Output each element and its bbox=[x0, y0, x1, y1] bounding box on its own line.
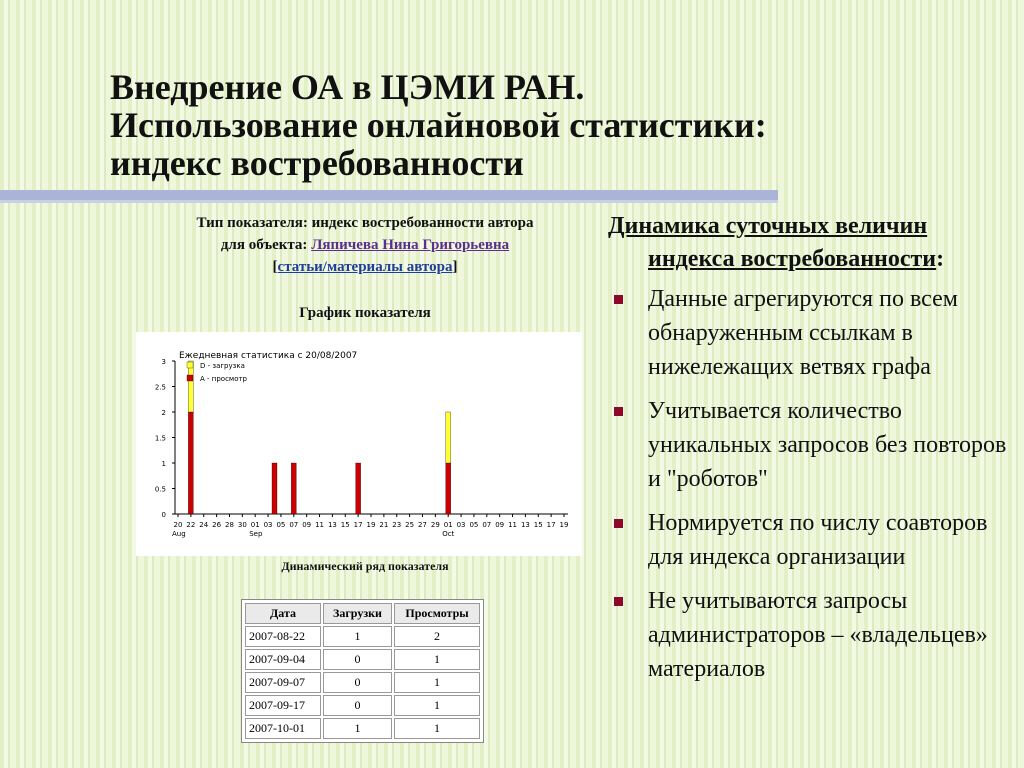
chart-panel bbox=[136, 332, 582, 556]
cell-views: 1 bbox=[394, 695, 480, 716]
bullet-square-icon bbox=[614, 519, 623, 528]
table-row bbox=[245, 718, 480, 739]
x-tick-label: 09 bbox=[495, 521, 505, 529]
header-date: Дата bbox=[245, 603, 321, 624]
stats-table-frame bbox=[241, 599, 484, 743]
x-tick-label: 27 bbox=[418, 521, 427, 529]
legend-label: D - загрузка bbox=[200, 362, 245, 370]
bar-segment bbox=[272, 463, 277, 514]
materials-link[interactable]: статьи/материалы автора bbox=[277, 259, 453, 275]
header-downloads: Загрузки bbox=[323, 603, 392, 624]
y-tick-label: 2 bbox=[161, 409, 166, 417]
info-heading-line1: Динамика суточных величин bbox=[608, 213, 928, 239]
bar-segment bbox=[291, 463, 296, 514]
x-tick-label: 13 bbox=[520, 521, 530, 529]
bullet-text: Данные агрегируются по всем обнаруженным ссылкам в нижележащих ветвях графа bbox=[648, 286, 958, 380]
title-divider bbox=[0, 190, 778, 200]
materials-line bbox=[120, 256, 610, 278]
x-tick-label: 01 bbox=[250, 521, 260, 529]
cell-views: 1 bbox=[394, 649, 480, 670]
y-tick-label: 2.5 bbox=[154, 383, 166, 392]
x-tick-label: 05 bbox=[469, 521, 479, 529]
slide-title bbox=[110, 68, 910, 182]
bracket-open: [ bbox=[272, 259, 278, 275]
stats-table bbox=[243, 601, 482, 741]
bar-segment bbox=[446, 463, 451, 514]
x-tick-label: 17 bbox=[353, 521, 363, 529]
bullet-square-icon bbox=[614, 295, 623, 304]
bullet-text: Учитывается количество уникальных запросов без повторов и "роботов" bbox=[648, 398, 1007, 492]
x-tick-label: 17 bbox=[546, 521, 556, 529]
info-panel bbox=[608, 210, 1018, 696]
list-item bbox=[608, 506, 1018, 574]
legend-label: A - просмотр bbox=[200, 375, 248, 383]
bullet-square-icon bbox=[614, 407, 623, 416]
table-row bbox=[245, 695, 480, 716]
bar-segment bbox=[446, 412, 451, 463]
month-label: Sep bbox=[249, 530, 263, 538]
x-tick-label: 30 bbox=[237, 521, 247, 529]
list-item bbox=[608, 394, 1018, 496]
bar-segment bbox=[356, 463, 361, 514]
cell-downloads: 0 bbox=[323, 695, 392, 716]
month-label: Aug bbox=[172, 530, 186, 538]
x-tick-label: 05 bbox=[276, 521, 286, 529]
cell-date: 2007-09-04 bbox=[245, 649, 321, 670]
header-views: Просмотры bbox=[394, 603, 480, 624]
legend-swatch bbox=[187, 375, 193, 381]
daily-stats-chart bbox=[136, 332, 582, 556]
x-tick-label: 23 bbox=[392, 521, 402, 529]
author-link[interactable]: Ляпичева Нина Григорьевна bbox=[311, 237, 510, 253]
title-line-3: индекс востребованности bbox=[110, 143, 524, 183]
cell-views: 1 bbox=[394, 718, 480, 739]
list-item bbox=[608, 282, 1018, 384]
y-tick-label: 3 bbox=[161, 358, 166, 366]
table-row bbox=[245, 626, 480, 647]
title-line-2: Использование онлайновой статистики: bbox=[110, 105, 767, 145]
cell-downloads: 0 bbox=[323, 649, 392, 670]
bullet-text: Не учитываются запросы администраторов – «владельцев» материалов bbox=[648, 588, 988, 682]
x-tick-label: 24 bbox=[199, 521, 209, 529]
bullet-list bbox=[608, 282, 1018, 686]
x-tick-label: 03 bbox=[456, 521, 466, 529]
cell-date: 2007-09-17 bbox=[245, 695, 321, 716]
x-tick-label: 21 bbox=[379, 521, 389, 529]
info-heading-line2-wrap bbox=[608, 243, 1018, 276]
info-heading-line2: индекса востребованности bbox=[648, 246, 937, 272]
x-tick-label: 29 bbox=[430, 521, 440, 529]
list-item bbox=[608, 584, 1018, 686]
x-tick-label: 28 bbox=[225, 521, 234, 529]
cell-downloads: 1 bbox=[323, 626, 392, 647]
x-tick-label: 11 bbox=[315, 521, 324, 529]
cell-downloads: 0 bbox=[323, 672, 392, 693]
x-tick-label: 19 bbox=[366, 521, 376, 529]
cell-date: 2007-09-07 bbox=[245, 672, 321, 693]
y-tick-label: 1.5 bbox=[154, 434, 166, 443]
y-tick-label: 0 bbox=[161, 511, 166, 519]
x-tick-label: 01 bbox=[443, 521, 453, 529]
legend-swatch bbox=[187, 362, 193, 368]
x-tick-label: 09 bbox=[302, 521, 312, 529]
object-label: для объекта: bbox=[220, 237, 312, 253]
title-divider-shadow bbox=[0, 200, 778, 203]
dynamic-series-title: Динамический ряд показателя bbox=[281, 559, 449, 573]
indicator-object bbox=[120, 234, 610, 256]
y-tick-label: 0.5 bbox=[154, 485, 166, 494]
x-tick-label: 13 bbox=[327, 521, 337, 529]
x-tick-label: 15 bbox=[533, 521, 543, 529]
cell-views: 2 bbox=[394, 626, 480, 647]
indicator-header bbox=[120, 212, 610, 278]
bar-segment bbox=[188, 361, 193, 412]
graph-title: График показателя bbox=[299, 305, 431, 321]
bullet-square-icon bbox=[614, 597, 623, 606]
month-label: Oct bbox=[442, 530, 455, 538]
cell-date: 2007-10-01 bbox=[245, 718, 321, 739]
y-tick-label: 1 bbox=[161, 460, 166, 468]
cell-views: 1 bbox=[394, 672, 480, 693]
table-header-row bbox=[245, 603, 480, 624]
chart-title: Ежедневная статистика с 20/08/2007 bbox=[179, 351, 358, 361]
title-line-1: Внедрение ОА в ЦЭМИ РАН. bbox=[110, 67, 585, 107]
x-tick-label: 11 bbox=[508, 521, 517, 529]
cell-downloads: 1 bbox=[323, 718, 392, 739]
x-tick-label: 26 bbox=[212, 521, 222, 529]
x-tick-label: 07 bbox=[289, 521, 299, 529]
x-tick-label: 03 bbox=[263, 521, 273, 529]
table-row bbox=[245, 649, 480, 670]
table-row bbox=[245, 672, 480, 693]
info-heading bbox=[608, 210, 1018, 276]
indicator-type: Тип показателя: индекс востребованности автора bbox=[196, 215, 534, 231]
x-tick-label: 22 bbox=[186, 521, 196, 529]
bracket-close: ] bbox=[452, 259, 458, 275]
x-tick-label: 19 bbox=[559, 521, 569, 529]
x-tick-label: 07 bbox=[482, 521, 492, 529]
x-tick-label: 15 bbox=[340, 521, 350, 529]
info-heading-colon: : bbox=[936, 246, 945, 272]
x-tick-label: 25 bbox=[405, 521, 415, 529]
bullet-text: Нормируется по числу соавторов для индекса организации bbox=[648, 510, 988, 570]
cell-date: 2007-08-22 bbox=[245, 626, 321, 647]
bar-segment bbox=[188, 412, 193, 514]
x-tick-label: 20 bbox=[173, 521, 183, 529]
